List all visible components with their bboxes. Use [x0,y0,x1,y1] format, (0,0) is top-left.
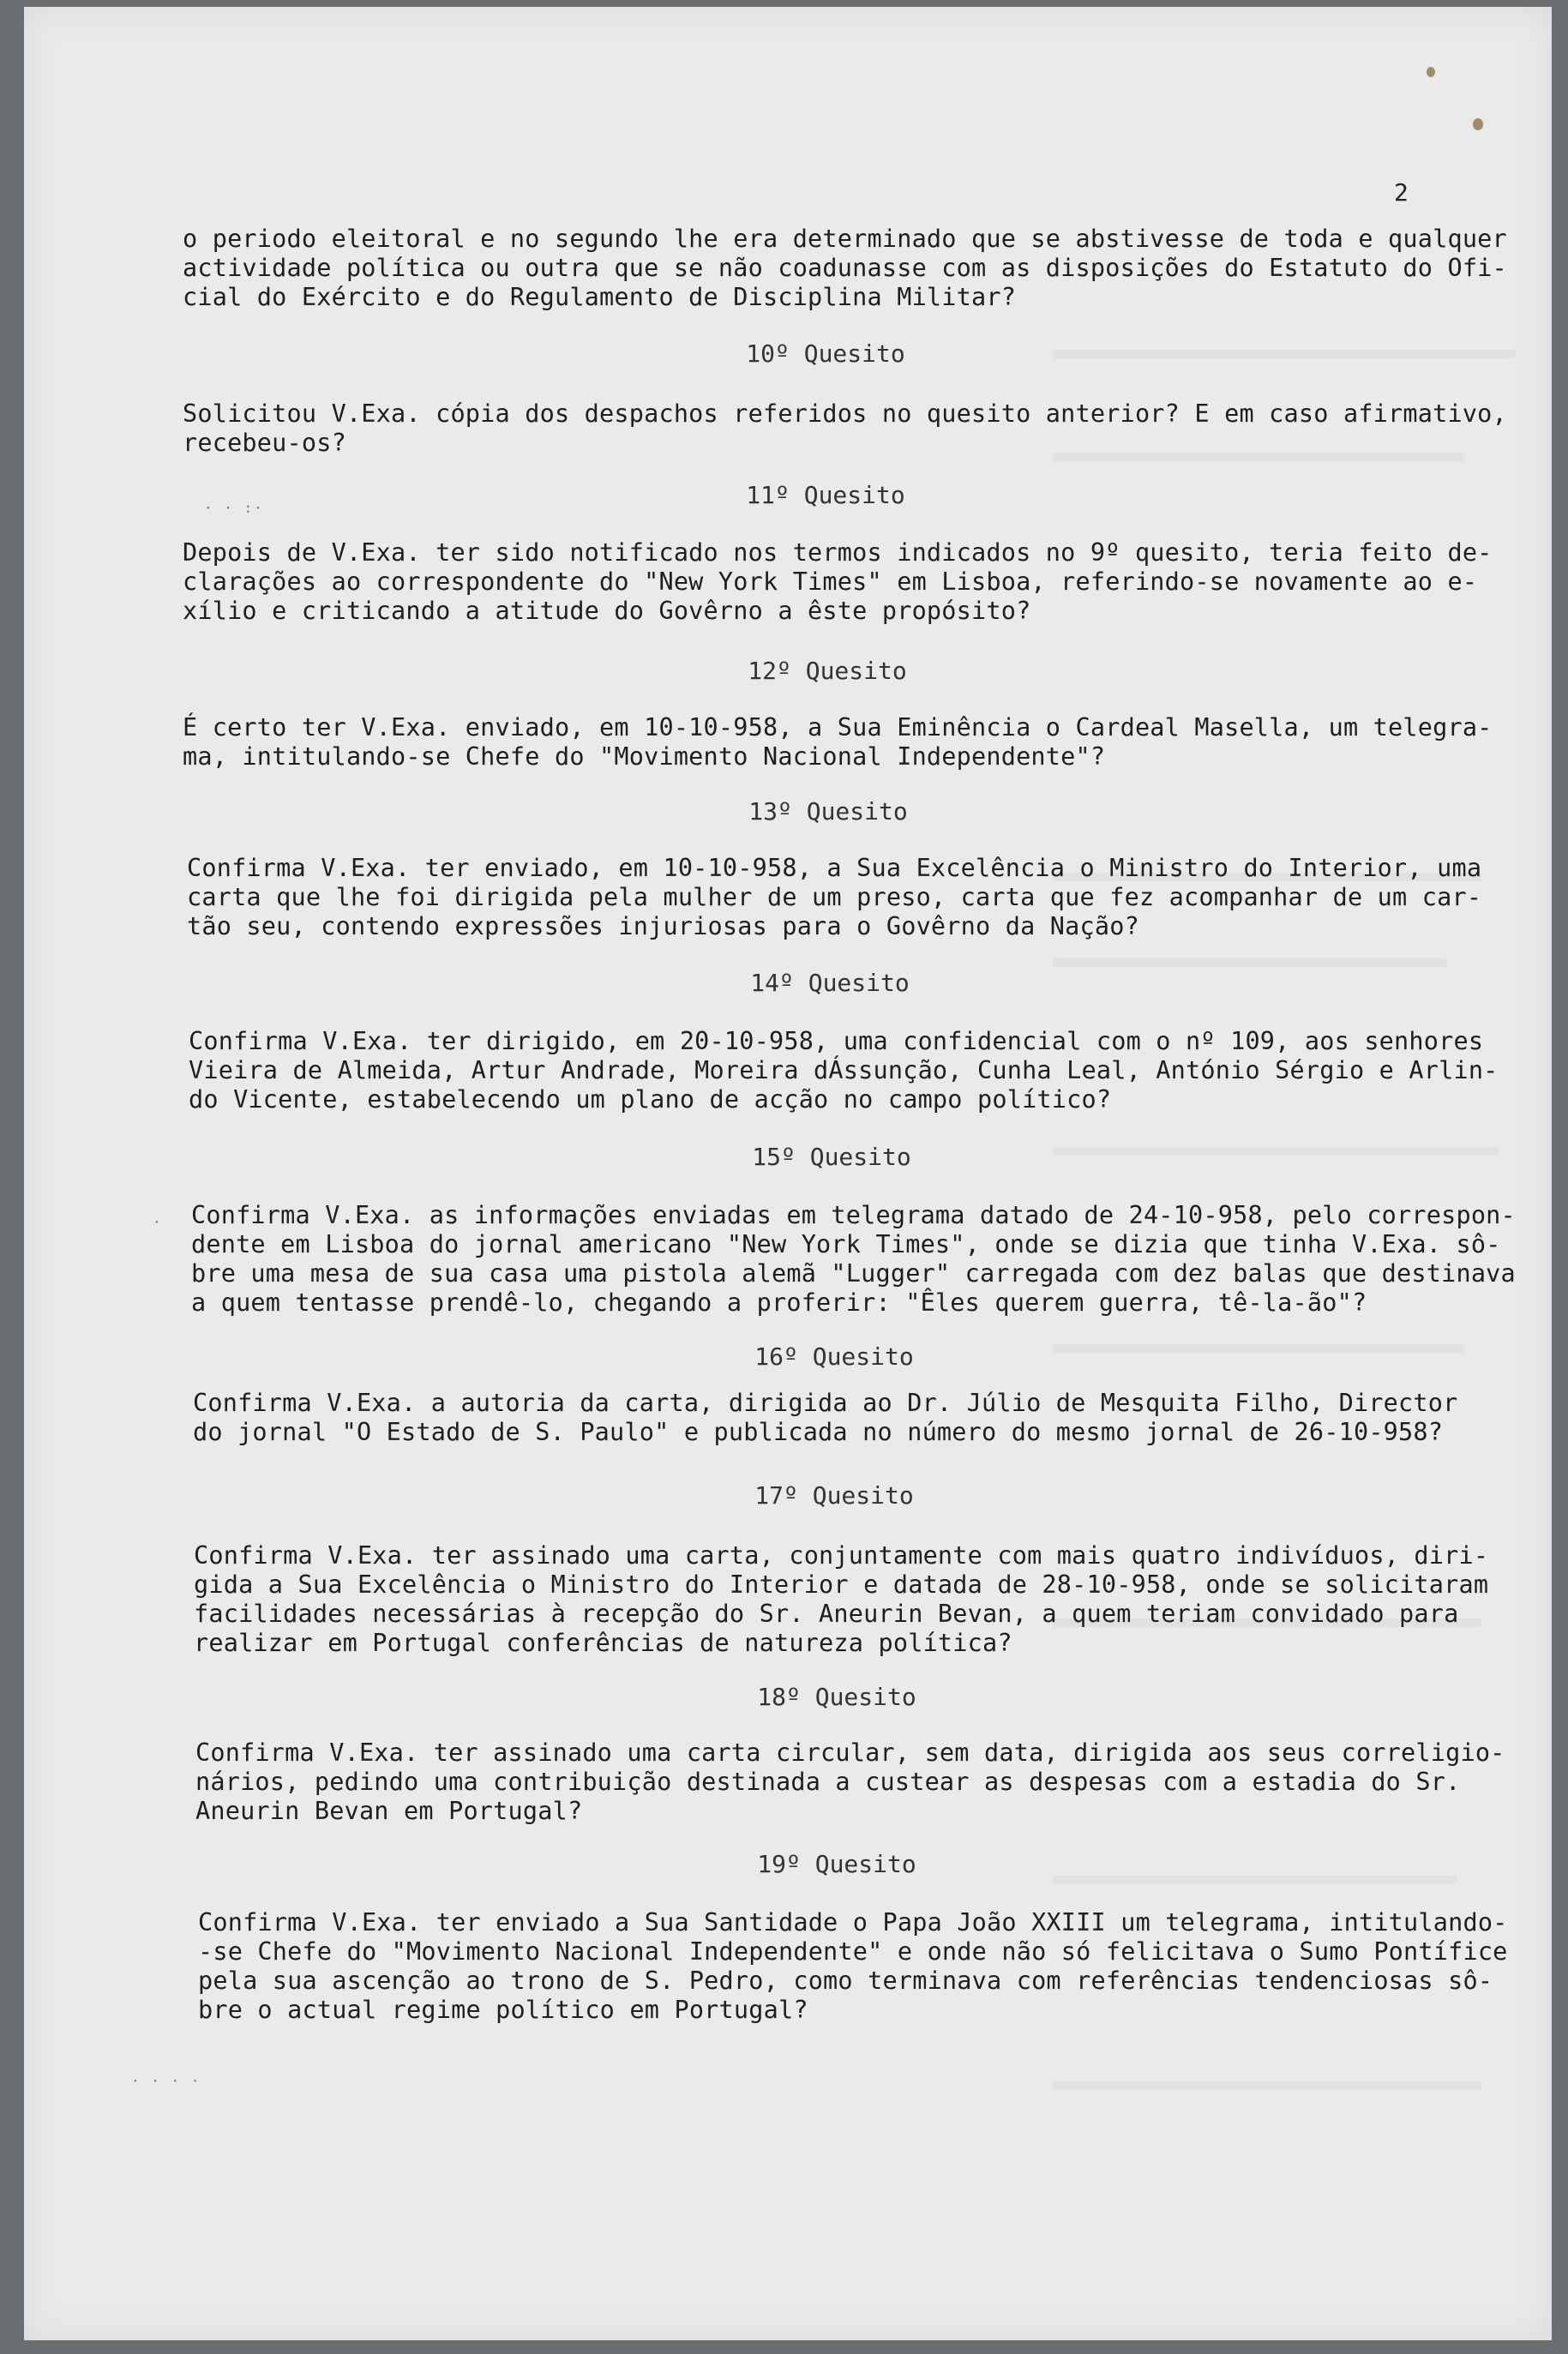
text-line: carta que lhe foi dirigida pela mulher de um preso, carta que fez acompanhar de um car- [187,883,1482,911]
text-line: facilidades necessárias à recepção do Sr. Aneurin Bevan, a quem teriam convidado para [194,1600,1459,1628]
bleed-through [1053,1147,1499,1156]
text-line: cial do Exército e do Regulamento de Disciplina Militar? [183,283,1017,311]
text-line: Confirma V.Exa. as informações enviadas em telegrama datado de 24-10-958, pelo correspon- [191,1201,1516,1229]
text-line: Vieira de Almeida, Artur Andrade, Moreira dÁssunção, Cunha Leal, António Sérgio e Arlin- [189,1056,1499,1084]
text-line: tão seu, contendo expressões injuriosas para o Govêrno da Nação? [187,912,1139,940]
quesito-paragraph [183,538,1493,626]
text-line: actividade política ou outra que se não coadunasse com as disposições do Estatuto do Ofi- [183,254,1507,282]
text-line: É certo ter V.Exa. enviado, em 10-10-958, a Sua Eminência o Cardeal Masella, um telegra- [183,713,1493,742]
quesito-heading: 13º Quesito [748,797,908,826]
intro-paragraph [183,225,1507,312]
text-line: recebeu-os? [183,429,346,457]
quesito-heading: 12º Quesito [748,657,907,685]
text-line: Confirma V.Exa. a autoria da carta, dirigida ao Dr. Júlio de Mesquita Filho, Director [193,1389,1458,1417]
bleed-through [1053,958,1447,967]
text-line: nários, pedindo uma contribuição destinada a custear as despesas com a estadia do Sr. [195,1768,1461,1796]
bleed-through [1053,2081,1481,2090]
text-line: Solicitou V.Exa. cópia dos despachos referidos no quesito anterior? E em caso afirmativo, [183,399,1507,428]
text-line: Confirma V.Exa. ter enviado a Sua Santidade o Papa João XXIII um telegrama, intitulando- [198,1908,1508,1937]
text-line: -se Chefe do "Movimento Nacional Independente" e onde não só felicitava o Sumo Pontífice [198,1937,1508,1966]
quesito-heading: 19º Quesito [757,1850,916,1878]
bleed-through [1053,350,1516,358]
text-line: Depois de V.Exa. ter sido notificado nos termos indicados no 9º quesito, teria feito de- [183,538,1493,567]
text-line: a quem tentasse prendê-lo, chegando a proferir: "Êles querem guerra, tê-la-ão"? [191,1288,1367,1317]
text-line: do jornal "O Estado de S. Paulo" e publicada no número do mesmo jornal de 26-10-958? [193,1418,1444,1446]
quesito-heading: 17º Quesito [754,1481,914,1510]
text-line: dente em Lisboa do jornal americano "New York Times", onde se dizia que tinha V.Exa. sô- [191,1230,1501,1258]
text-line: Confirma V.Exa. ter assinado uma carta, conjuntamente com mais quatro indivíduos, diri- [194,1541,1489,1570]
text-line: bre o actual regime político em Portugal? [198,1996,808,2024]
quesito-heading: 11º Quesito [746,481,905,509]
typewritten-page [24,7,1552,2340]
quesito-paragraph [198,1908,1508,2025]
text-line: bre uma mesa de sua casa uma pistola alemã "Lugger" carregada com dez balas que destinava [191,1259,1516,1288]
text-line: Confirma V.Exa. ter dirigido, em 20-10-958, uma confidencial com o nº 109, aos senhores [189,1027,1484,1055]
text-line: Confirma V.Exa. ter assinado uma carta circular, sem data, dirigida aos seus correligio- [195,1738,1505,1767]
quesito-paragraph [195,1738,1505,1826]
quesito-heading: 10º Quesito [746,339,905,368]
quesito-paragraph [183,399,1507,458]
text-line: xílio e criticando a atitude do Govêrno a êste propósito? [183,597,1031,625]
text-line: realizar em Portugal conferências de natureza política? [194,1629,1012,1657]
quesito-paragraph [194,1541,1489,1658]
bleed-through [1053,1876,1456,1884]
margin-mark: · · · · [131,2073,201,2089]
quesito-paragraph [191,1201,1516,1318]
text-line: gida a Sua Excelência o Ministro do Interior e datada de 28-10-958, onde se solicitaram [194,1570,1489,1599]
text-line: pela sua ascenção ao trono de S. Pedro, como terminava com referências tendenciosas sô- [198,1967,1493,1995]
quesito-heading: 14º Quesito [750,969,910,997]
margin-mark: · [153,1214,163,1230]
text-line: Aneurin Bevan em Portugal? [195,1797,583,1825]
text-line: Confirma V.Exa. ter enviado, em 10-10-958, a Sua Excelência o Ministro do Interior, uma [187,854,1482,882]
text-line: ma, intitulando-se Chefe do "Movimento Nacional Independente"? [183,742,1106,771]
quesito-heading: 16º Quesito [754,1342,914,1371]
quesito-heading: 18º Quesito [757,1683,916,1711]
quesito-paragraph [189,1027,1499,1114]
quesito-paragraph [183,713,1493,772]
quesito-heading: 15º Quesito [752,1143,911,1171]
bleed-through [1053,1344,1464,1353]
text-line: do Vicente, estabelecendo um plano de acção no campo político? [189,1085,1112,1114]
rust-spot [1473,118,1483,130]
quesito-paragraph [187,854,1482,941]
text-line: clarações ao correspondente do "New York Times" em Lisboa, referindo-se novamente ao e- [183,567,1478,596]
quesito-paragraph [193,1389,1479,1447]
text-line: o periodo eleitoral e no segundo lhe era determinado que se abstivesse de toda e qualquer [183,225,1507,253]
page-number: 2 [1394,178,1409,207]
rust-spot [1427,67,1435,77]
margin-mark: · · :· [204,500,264,516]
